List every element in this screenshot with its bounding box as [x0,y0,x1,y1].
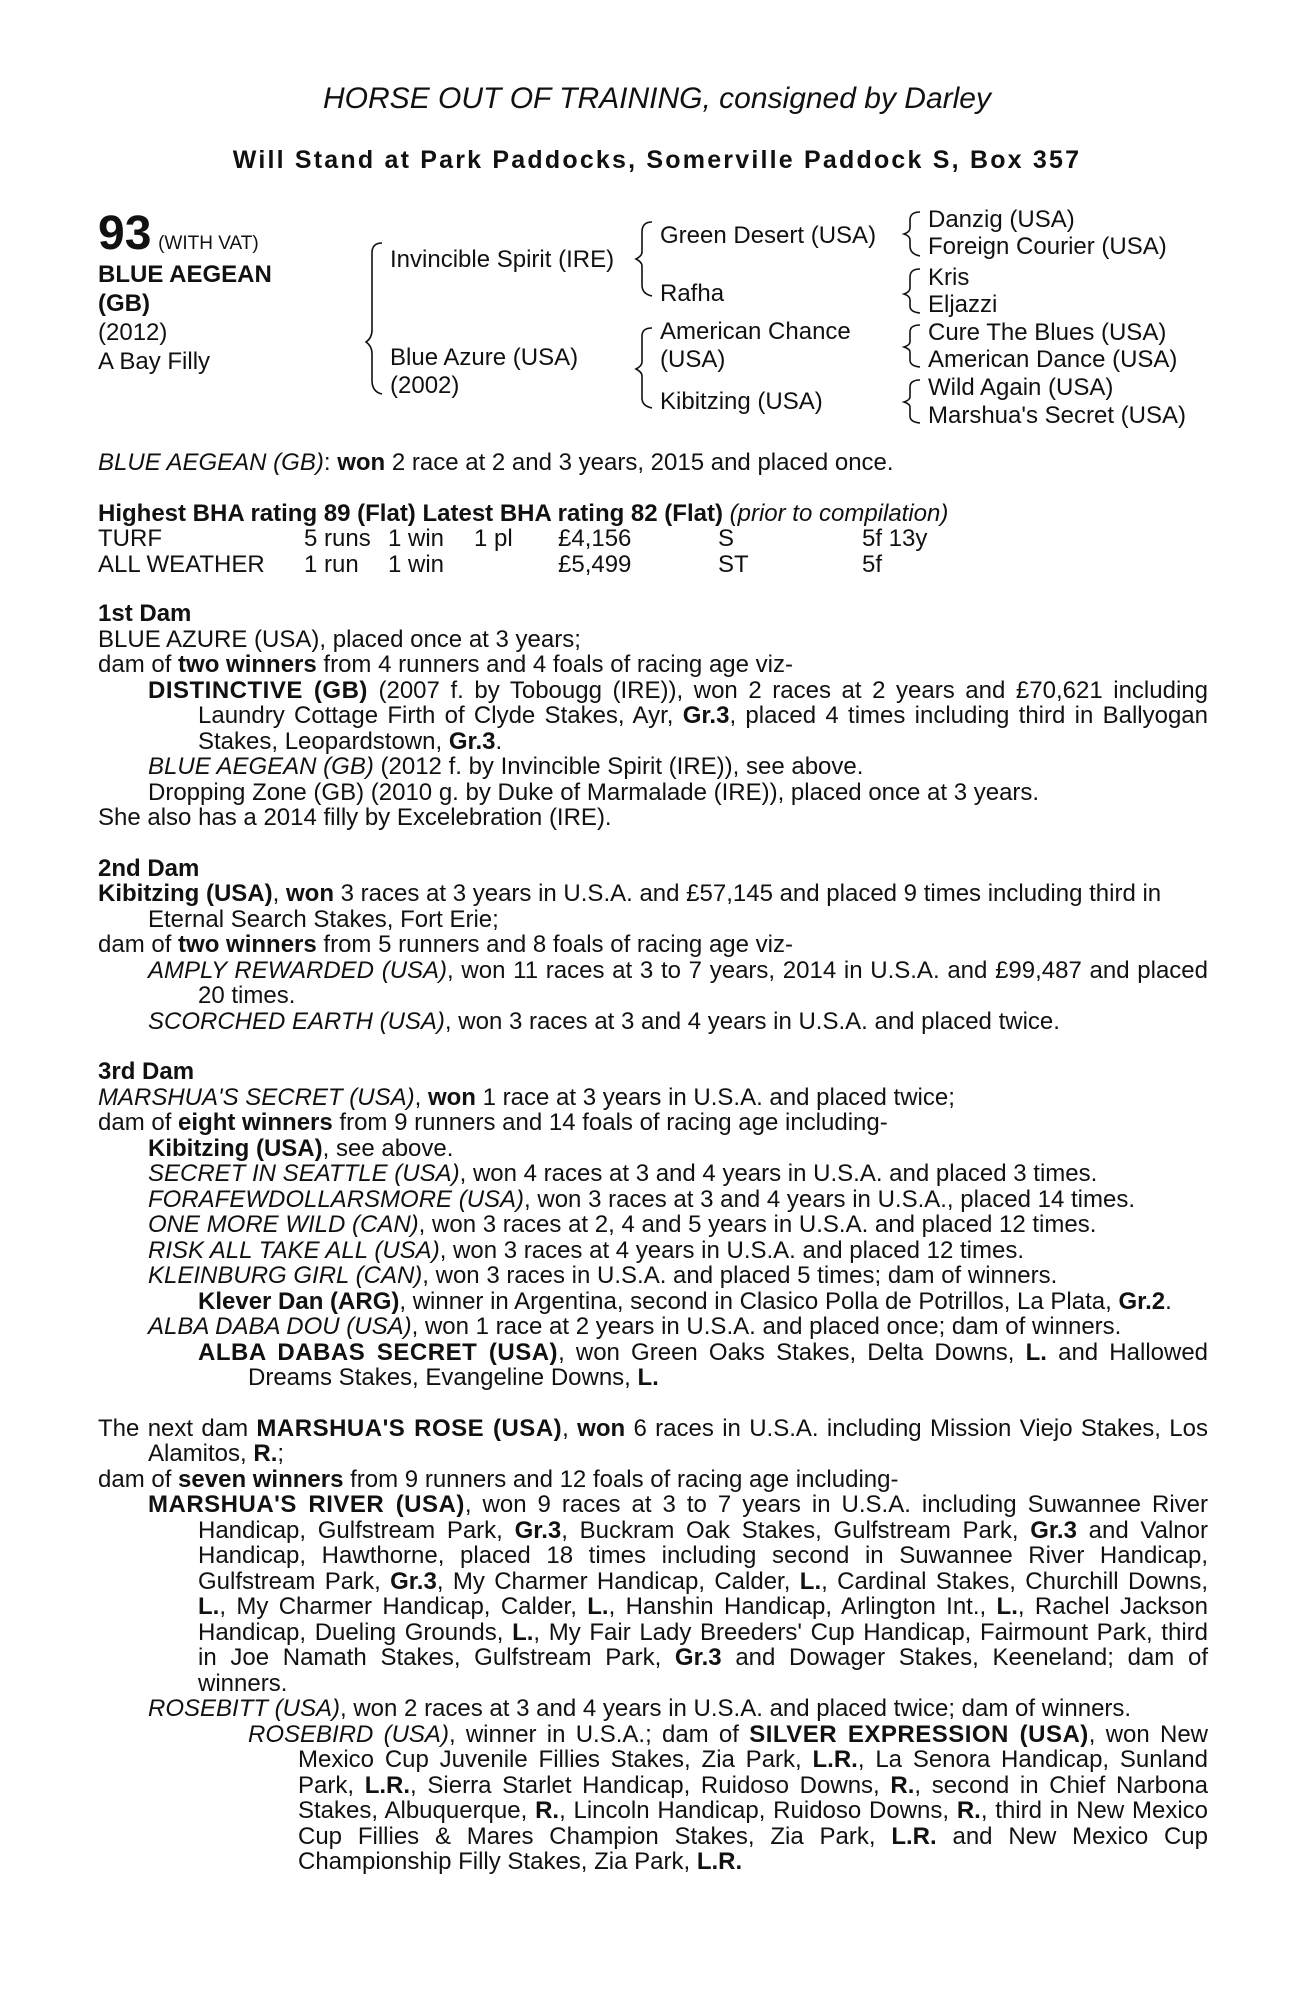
progeny-entry: ROSEBIRD (USA), winner in U.S.A.; dam of SILVER EXPRESSION (USA), won New Mexico Cup Juvenile Fillies Stakes, Zia Park, L.R., La Senora Handicap, Sunland Park, L.R., Sierra Starlet Handicap, Ruidoso Downs, R., second in Chief Narbona Stakes, Albuquerque, R., Lincoln Handicap, Ruidoso Downs, R., third in New Mexico Cup Fillies & Mares Champion Stakes, Zia Park, L.R. and New Mexico Cup Championship Filly Stakes, Zia Park, L.R. [248,1720,1209,1875]
progeny-entry: Kibitzing (USA), see above. [148,1134,454,1162]
sire-sire: Green Desert (USA) [660,222,877,249]
progeny-entry: AMPLY REWARDED (USA), won 11 races at 3 to 7 years, 2014 in U.S.A. and £99,487 and placed 20 times. [148,956,1208,1009]
dam-line1: Blue Azure (USA) [390,344,579,371]
dam-sire-line2: (USA) [660,346,726,373]
progeny-entry: ROSEBITT (USA), won 2 races at 3 and 4 years in U.S.A. and placed twice; dam of winners. [148,1695,1132,1722]
pedigree-brackets [0,0,1314,440]
dam3-record: MARSHUA'S SECRET (USA), won 1 race at 3 years in U.S.A. and placed twice; [98,1083,955,1111]
progeny-entry: Klever Dan (ARG), winner in Argentina, second in Clasico Polla de Potrillos, La Plata, Gr.2. [198,1287,1172,1315]
dam1-heading: 1st Dam [98,600,192,627]
sd-dam: Eljazzi [928,291,998,318]
dd-dam: Marshua's Secret (USA) [928,402,1186,429]
dam-dam: Kibitzing (USA) [660,388,823,415]
stand-location: Will Stand at Park Paddocks, Somerville Paddock S, Box 357 [232,146,1082,174]
progeny-entry: SCORCHED EARTH (USA), won 3 races at 3 and 4 years in U.S.A. and placed twice. [148,1007,1060,1035]
dam1-note: She also has a 2014 filly by Excelebration (IRE). [98,804,612,831]
horse-origin: (GB) [98,290,150,317]
dam1-produce: dam of two winners from 4 runners and 4 foals of racing age viz- [98,651,793,678]
progeny-entry: ONE MORE WILD (CAN), won 3 races at 2, 4 and 5 years in U.S.A. and placed 12 times. [148,1211,1097,1238]
ds-sire: Cure The Blues (USA) [928,319,1167,346]
progeny-entry: Dropping Zone (GB) (2010 g. by Duke of Marmalade (IRE)), placed once at 3 years. [148,778,1040,806]
dam-line2: (2002) [390,372,460,399]
ss-dam: Foreign Courier (USA) [928,233,1167,260]
progeny-entry: ALBA DABAS SECRET (USA), won Green Oaks Stakes, Delta Downs, L. and Hallowed Dreams Stakes, Evangeline Downs, L. [198,1338,1209,1391]
progeny-entry: RISK ALL TAKE ALL (USA), won 3 races at 4 years in U.S.A. and placed 12 times. [148,1236,1024,1264]
progeny-entry: FORAFEWDOLLARSMORE (USA), won 3 races at 3 and 4 years in U.S.A., placed 14 times. [148,1185,1136,1213]
progeny-entry: BLUE AEGEAN (GB) (2012 f. by Invincible Spirit (IRE)), see above. [148,753,864,780]
dam2-heading: 2nd Dam [98,854,200,882]
dd-sire: Wild Again (USA) [928,374,1114,401]
bha-rating: Highest BHA rating 89 (Flat) Latest BHA rating 82 (Flat) (prior to compilation) [98,499,949,527]
dam3-produce: dam of eight winners from 9 runners and 14 foals of racing age including- [98,1109,888,1136]
race-summary: BLUE AEGEAN (GB): won 2 race at 2 and 3 years, 2015 and placed once. [98,449,894,476]
catalogue-body [98,601,1208,1875]
dam2-produce: dam of two winners from 5 runners and 8 foals of racing age viz- [98,931,793,958]
vat-note: (WITH VAT) [158,233,259,254]
page-title: HORSE OUT OF TRAINING, consigned by Darley [323,82,991,115]
next-dam-produce: dam of seven winners from 9 runners and 12 foals of racing age including- [98,1465,899,1493]
lot-number: 93 [98,207,152,260]
horse-year: (2012) [98,319,168,346]
dam3-heading: 3rd Dam [98,1058,195,1085]
ss-sire: Danzig (USA) [928,206,1075,233]
sire: Invincible Spirit (IRE) [390,246,615,273]
sire-dam: Rafha [660,280,725,307]
progeny-entry: KLEINBURG GIRL (CAN), won 3 races in U.S.A. and placed 5 times; dam of winners. [148,1262,1058,1289]
stats-table [98,526,927,578]
horse-description: A Bay Filly [98,348,211,375]
dam1-record: BLUE AZURE (USA), placed once at 3 years; [98,625,581,653]
stats-row: TURF 5 runs 1 win 1 pl £4,156 S 5f 13y [98,525,928,553]
progeny-entry: DISTINCTIVE (GB) (2007 f. by Tobougg (IRE)), won 2 races at 2 years and £70,621 including Laundry Cottage Firth of Clyde Stakes, Ayr, Gr.3, placed 4 times including third in Ballyogan Stakes, Leopardstown, Gr.3. [148,676,1209,755]
progeny-entry: ALBA DABA DOU (USA), won 1 race at 2 years in U.S.A. and placed once; dam of winners. [148,1313,1122,1340]
ds-dam: American Dance (USA) [928,346,1178,373]
progeny-entry: MARSHUA'S RIVER (USA), won 9 races at 3 to 7 years in U.S.A. including Suwannee River Handicap, Gulfstream Park, Gr.3, Buckram Oak Stakes, Gulfstream Park, Gr.3 and Valnor Handicap, Hawthorne, placed 18 times including second in Suwannee River Handicap, Gulfstream Park, Gr.3, My Charmer Handicap, Calder, L., Cardinal Stakes, Churchill Downs, L., My Charmer Handicap, Calder, L., Hanshin Handicap, Arlington Int., L., Rachel Jackson Handicap, Dueling Grounds, L., My Fair Lady Breeders' Cup Handicap, Fairmount Park, third in Joe Namath Stakes, Gulfstream Park, Gr.3 and Dowager Stakes, Keeneland; dam of winners. [148,1491,1209,1697]
stats-row: ALL WEATHER 1 run 1 win £5,499 ST 5f [98,551,883,579]
dam2-record: Kibitzing (USA), won 3 races at 3 years in U.S.A. and £57,145 and placed 9 times including third in Eternal Search Stakes, Fort Erie; [98,880,1162,933]
next-dam-record: The next dam MARSHUA'S ROSE (USA), won 6 races in U.S.A. including Mission Viejo Stakes, Los Alamitos, R.; [98,1414,1208,1467]
sd-sire: Kris [928,264,970,291]
progeny-entry: SECRET IN SEATTLE (USA), won 4 races at 3 and 4 years in U.S.A. and placed 3 times. [148,1160,1098,1187]
summary-block [98,450,1208,578]
dam-sire-line1: American Chance [660,318,851,345]
horse-name: BLUE AEGEAN [98,261,272,288]
